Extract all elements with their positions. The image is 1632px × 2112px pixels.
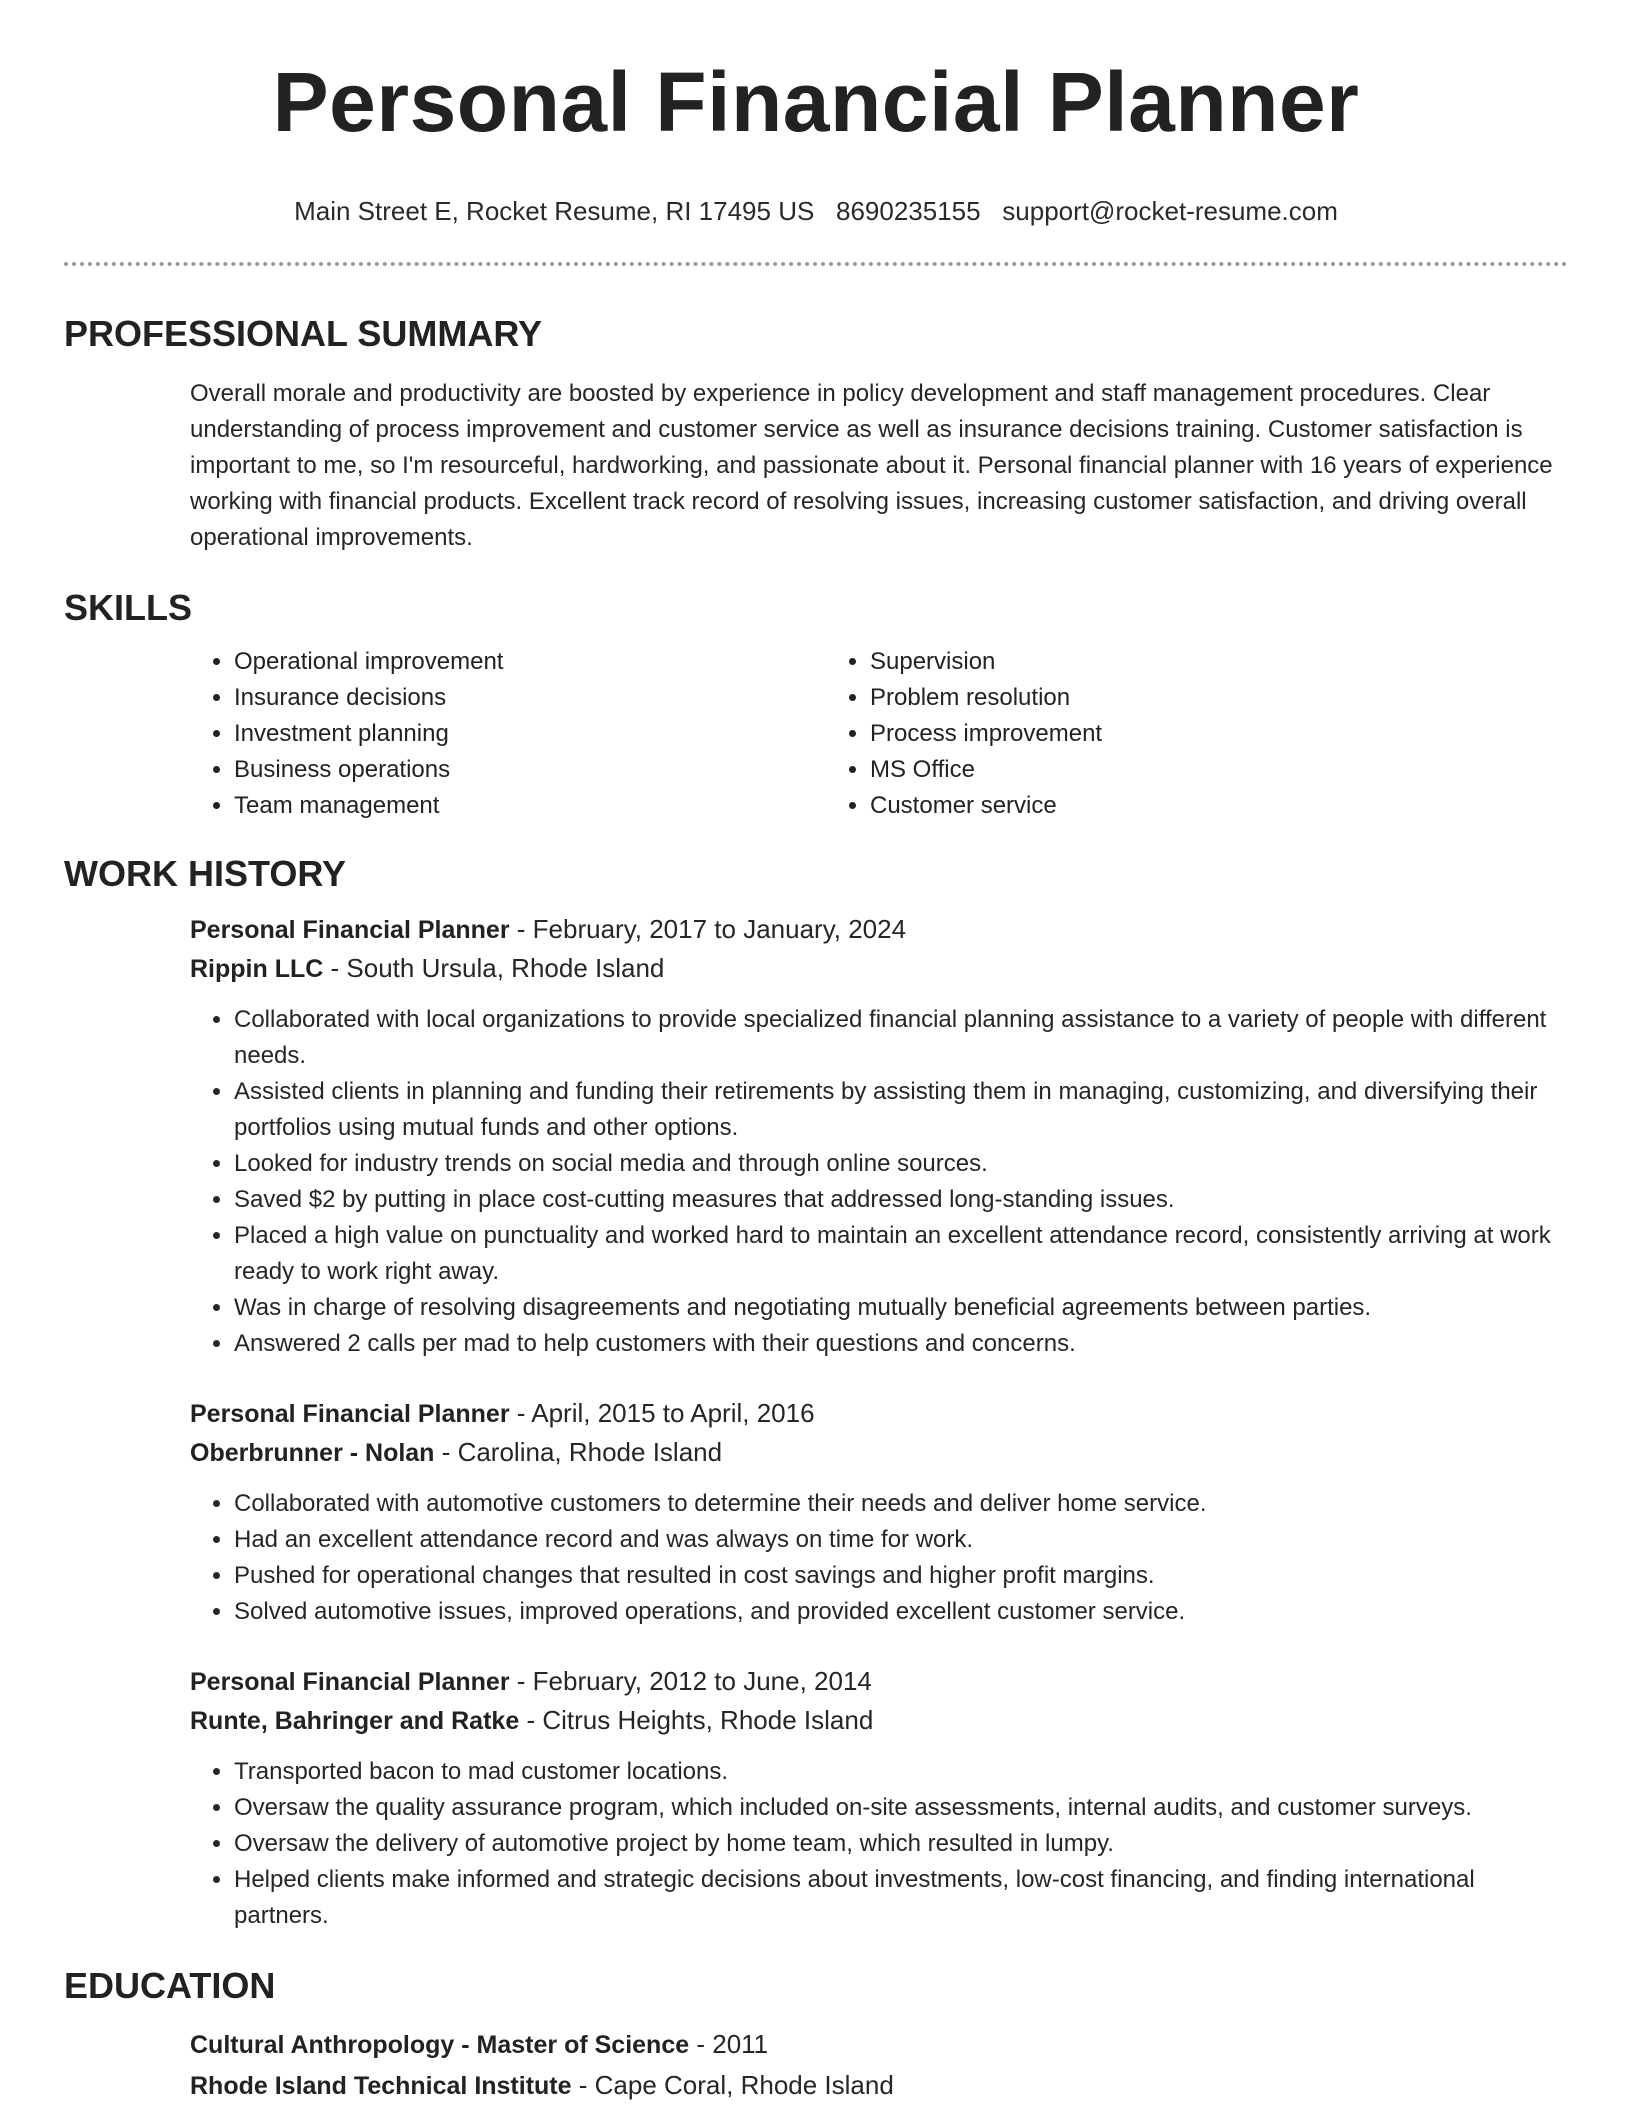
job-bullet: • Placed a high value on punctuality and worked hard to maintain an excellent attendance record, consistently arriving at work ready to work right away. (234, 1218, 1568, 1290)
skill-item: • Operational improvement (234, 644, 826, 680)
summary-title: PROFESSIONAL SUMMARY (64, 313, 543, 354)
education-school: Rhode Island Technical Institute (190, 2072, 572, 2100)
skill-item: • Problem resolution (870, 680, 1462, 716)
skills-column-left (190, 644, 826, 824)
job-title-line (190, 910, 1568, 949)
education-degree: Cultural Anthropology - Master of Science (190, 2031, 690, 2059)
job-role: Personal Financial Planner (190, 1400, 510, 1428)
job-company: Runte, Bahringer and Ratke (190, 1707, 520, 1735)
skill-item: • Investment planning (234, 716, 826, 752)
job-bullet: • Pushed for operational changes that resulted in cost savings and higher profit margins. (234, 1558, 1568, 1594)
job-entry (190, 910, 1568, 1362)
job-bullet: • Had an excellent attendance record and was always on time for work. (234, 1522, 1568, 1558)
job-bullet: • Assisted clients in planning and funding their retirements by assisting them in managing, customizing, and diversifying their portfolios using mutual funds and other options. (234, 1074, 1568, 1146)
education-location: - Cape Coral, Rhode Island (571, 2070, 894, 2100)
contact-address: Main Street E, Rocket Resume, RI 17495 US (294, 196, 815, 226)
job-bullets (190, 1002, 1568, 1362)
contact-phone: 8690235155 (836, 196, 981, 226)
skills-grid (190, 644, 1568, 824)
job-bullet: • Collaborated with automotive customers to determine their needs and deliver home service. (234, 1486, 1568, 1522)
job-bullet: • Oversaw the quality assurance program, which included on-site assessments, internal audits, and customer surveys. (234, 1790, 1568, 1826)
skill-item: • Supervision (870, 644, 1462, 680)
job-bullet: • Collaborated with local organizations to provide specialized financial planning assistance to a variety of people with different needs. (234, 1002, 1568, 1074)
job-bullet: • Helped clients make informed and strategic decisions about investments, low-cost financing, and finding international partners. (234, 1862, 1568, 1934)
job-bullet: • Oversaw the delivery of automotive project by home team, which resulted in lumpy. (234, 1826, 1568, 1862)
contact-info (64, 194, 1568, 228)
education-degree-line (190, 2024, 1568, 2065)
job-dates: - February, 2012 to June, 2014 (509, 1666, 872, 1696)
work-history-title: WORK HISTORY (64, 853, 347, 894)
job-title-line (190, 1662, 1568, 1701)
job-entry (190, 1662, 1568, 1934)
job-company-line (190, 949, 1568, 988)
job-bullets (190, 1486, 1568, 1630)
job-bullet: • Saved $2 by putting in place cost-cutting measures that addressed long-standing issues. (234, 1182, 1568, 1218)
skill-item: • MS Office (870, 752, 1462, 788)
job-dates: - February, 2017 to January, 2024 (509, 914, 907, 944)
job-company-line (190, 1701, 1568, 1740)
job-company-line (190, 1433, 1568, 1472)
skill-item: • Process improvement (870, 716, 1462, 752)
job-location: - Carolina, Rhode Island (434, 1437, 723, 1467)
job-bullet: • Answered 2 calls per mad to help customers with their questions and concerns. (234, 1326, 1568, 1362)
job-role: Personal Financial Planner (190, 916, 510, 944)
education-school-line (190, 2065, 1568, 2106)
contact-email: support@rocket-resume.com (1002, 196, 1338, 226)
skills-column-right (826, 644, 1462, 824)
job-bullet: • Transported bacon to mad customer locations. (234, 1754, 1568, 1790)
skill-item: • Business operations (234, 752, 826, 788)
skills-title: SKILLS (64, 587, 193, 628)
skills-section (64, 586, 1568, 824)
summary-section (64, 312, 1568, 556)
job-role: Personal Financial Planner (190, 1668, 510, 1696)
education-entry (190, 2024, 1568, 2106)
header-divider (64, 262, 1568, 266)
job-entry (190, 1394, 1568, 1630)
job-company: Rippin LLC (190, 955, 324, 983)
education-year: - 2011 (689, 2029, 769, 2059)
job-bullets (190, 1754, 1568, 1934)
job-dates: - April, 2015 to April, 2016 (509, 1398, 815, 1428)
summary-text: Overall morale and productivity are boosted by experience in policy development and staff management procedures. Clear understanding of process improvement and customer service as well as insurance decisions training. Customer satisfaction is important to me, so I'm resourceful, hardworking, and passionate about it. Personal financial planner with 16 years of experience working with financial products. Excellent track record of resolving issues, increasing customer satisfaction, and driving overall operational improvements. (190, 380, 1553, 551)
job-bullet: • Was in charge of resolving disagreements and negotiating mutually beneficial agreements between parties. (234, 1290, 1568, 1326)
education-title: EDUCATION (64, 1965, 276, 2006)
job-location: - Citrus Heights, Rhode Island (519, 1705, 874, 1735)
skill-item: • Customer service (870, 788, 1462, 824)
job-location: - South Ursula, Rhode Island (323, 953, 665, 983)
skill-item: • Insurance decisions (234, 680, 826, 716)
skill-item: • Team management (234, 788, 826, 824)
job-bullet: • Looked for industry trends on social media and through online sources. (234, 1146, 1568, 1182)
job-title-line (190, 1394, 1568, 1433)
resume-name: Personal Financial Planner (272, 55, 1360, 149)
job-company: Oberbrunner - Nolan (190, 1439, 435, 1467)
job-bullet: • Solved automotive issues, improved operations, and provided excellent customer service. (234, 1594, 1568, 1630)
education-section (64, 1964, 1568, 2106)
work-history-section (64, 852, 1568, 1934)
